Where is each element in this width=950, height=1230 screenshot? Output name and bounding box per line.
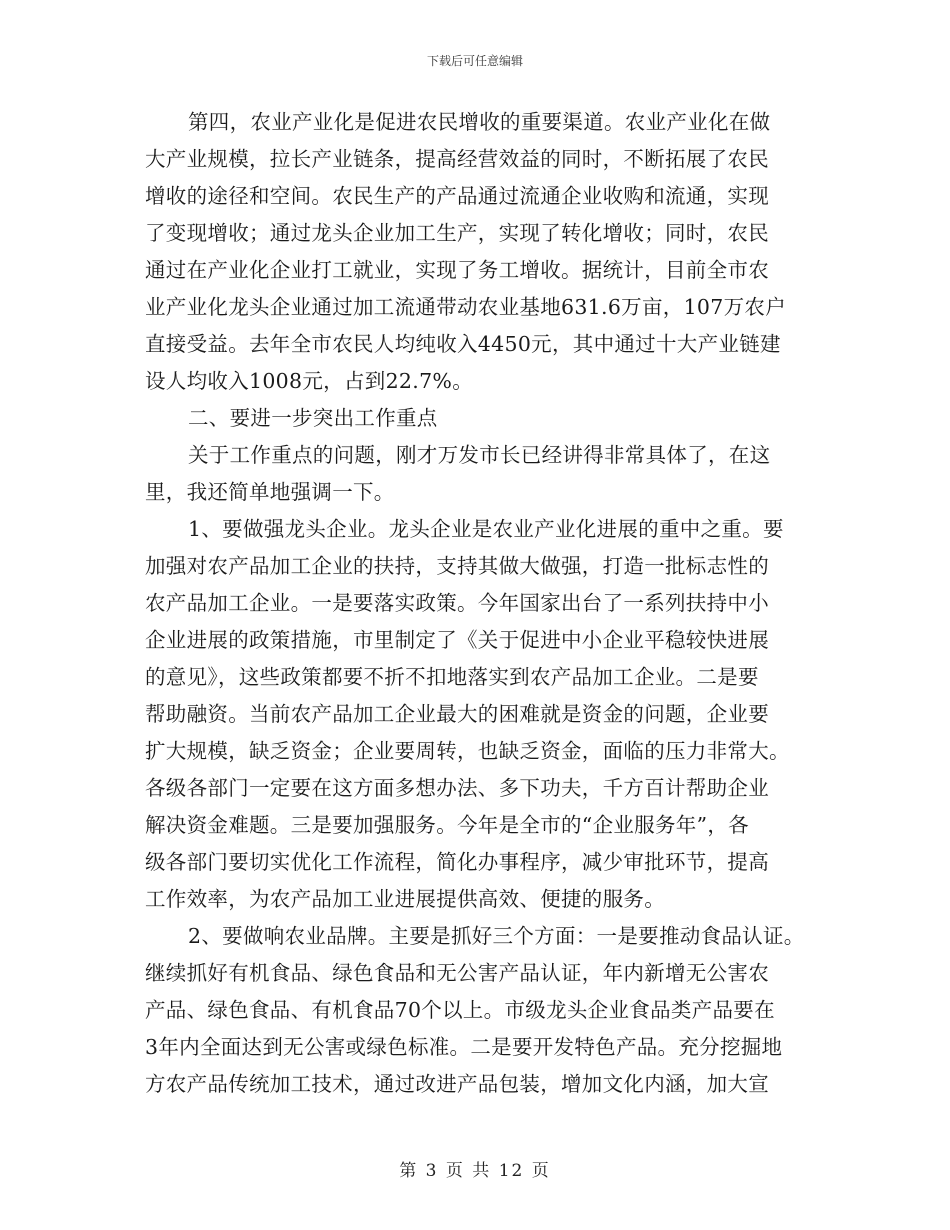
text-line: 企业进展的政策措施，市里制定了《关于促进中小企业平稳较快进展: [145, 628, 769, 652]
text-line: 解决资金难题。三是要加强服务。今年是全市的“企业服务年”，各: [145, 813, 749, 837]
text-line: 加强对农产品加工企业的扶持，支持其做大做强，打造一批标志性的: [145, 554, 769, 578]
text-line: 直接受益。去年全市农民人均纯收入4450元，其中通过十大产业链建: [145, 332, 781, 356]
text-line: 大产业规模，拉长产业链条，提高经营效益的同时，不断拓展了农民: [145, 147, 769, 171]
text-line: 1、要做强龙头企业。龙头企业是农业产业化进展的重中之重。要: [188, 517, 784, 541]
text-line: 农产品加工企业。一是要落实政策。今年国家出台了一系列扶持中小: [145, 591, 769, 615]
text-line: 关于工作重点的问题，刚才万发市长已经讲得非常具体了，在这: [188, 443, 771, 467]
text-line: 通过在产业化企业打工就业，实现了务工增收。据统计，目前全市农: [145, 258, 769, 282]
text-line: 的意见》，这些政策都要不折不扣地落实到农产品加工企业。二是要: [145, 665, 759, 689]
text-line: 增收的途径和空间。农民生产的产品通过流通企业收购和流通，实现: [145, 184, 769, 208]
text-line: 方农产品传统加工技术，通过改进产品包装，增加文化内涵，加大宣: [145, 1072, 769, 1096]
text-line: 工作效率，为农产品加工业进展提供高效、便捷的服务。: [145, 887, 665, 911]
text-line: 2、要做响农业品牌。主要是抓好三个方面：一是要推动食品认证。: [188, 924, 805, 948]
text-line: 产品、绿色食品、有机食品70个以上。市级龙头企业食品类产品要在: [145, 998, 775, 1022]
page-number-footer: 第 3 页 共 12 页: [399, 1161, 551, 1181]
section-heading: 二、要进一步突出工作重点: [188, 406, 438, 430]
text-line: 继续抓好有机食品、绿色食品和无公害产品认证，年内新增无公害农: [145, 961, 769, 985]
text-line: 第四，农业产业化是促进农民增收的重要渠道。农业产业化在做: [188, 110, 771, 134]
text-line: 了变现增收；通过龙头企业加工生产，实现了转化增收；同时，农民: [145, 221, 769, 245]
text-line: 扩大规模，缺乏资金；企业要周转，也缺乏资金，面临的压力非常大。: [145, 739, 790, 763]
text-line: 3年内全面达到无公害或绿色标准。二是要开发特色产品。充分挖掘地: [145, 1035, 783, 1059]
text-line: 设人均收入1008元，占到22.7%。: [145, 369, 473, 393]
text-line: 里，我还简单地强调一下。: [145, 480, 395, 504]
text-line: 业产业化龙头企业通过加工流通带动农业基地631.6万亩，107万农户: [145, 295, 787, 319]
text-line: 各级各部门一定要在这方面多想办法、多下功夫，千方百计帮助企业: [145, 776, 769, 800]
page-header: 下载后可任意编辑: [426, 54, 523, 68]
text-line: 级各部门要切实优化工作流程，简化办事程序，减少审批环节，提高: [145, 850, 769, 874]
text-line: 帮助融资。当前农产品加工企业最大的困难就是资金的问题，企业要: [145, 702, 769, 726]
